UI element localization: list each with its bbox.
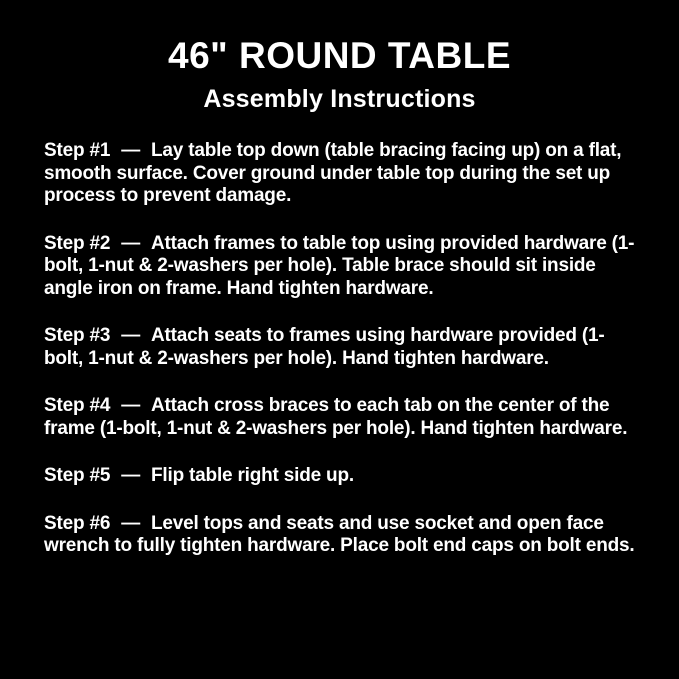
step-dash: — [121, 465, 140, 487]
step-text: Attach frames to table top using provided hardware (1-bolt, 1-nut & 2-washers per hole). Table brace should sit inside angle iron on frame. Hand tighten hardware. [44, 232, 635, 299]
step-label: Step #6 [44, 512, 111, 534]
step-text: Level tops and seats and use socket and open face wrench to fully tighten hardware. Place bolt end caps on bolt ends. [44, 512, 635, 557]
step-text: Flip table right side up. [151, 465, 354, 487]
steps-list [0, 113, 679, 558]
step-dash: — [121, 140, 140, 162]
step-label: Step #3 [44, 325, 111, 347]
step-item-2 [44, 233, 637, 301]
header [0, 0, 679, 113]
step-dash: — [121, 325, 140, 347]
step-dash: — [121, 512, 140, 534]
step-item-4 [44, 395, 637, 440]
step-label: Step #5 [44, 465, 111, 487]
step-label: Step #1 [44, 140, 111, 162]
step-text: Lay table top down (table bracing facing up) on a flat, smooth surface. Cover ground under table top during the set up process to prevent damage. [44, 140, 622, 207]
step-text: Attach seats to frames using hardware provided (1-bolt, 1-nut & 2-washers per hole). Hand tighten hardware. [44, 325, 605, 369]
page-title: 46" ROUND TABLE [168, 35, 511, 76]
step-item-6 [44, 513, 637, 558]
step-item-1 [44, 140, 637, 208]
step-text: Attach cross braces to each tab on the center of the frame (1-bolt, 1-nut & 2-washers per hole). Hand tighten hardware. [44, 395, 628, 439]
step-label: Step #4 [44, 395, 111, 417]
step-dash: — [121, 232, 140, 254]
step-dash: — [121, 395, 140, 417]
step-item-5 [44, 465, 637, 488]
step-label: Step #2 [44, 232, 111, 254]
page-subtitle: Assembly Instructions [203, 84, 476, 113]
step-item-3 [44, 325, 637, 370]
